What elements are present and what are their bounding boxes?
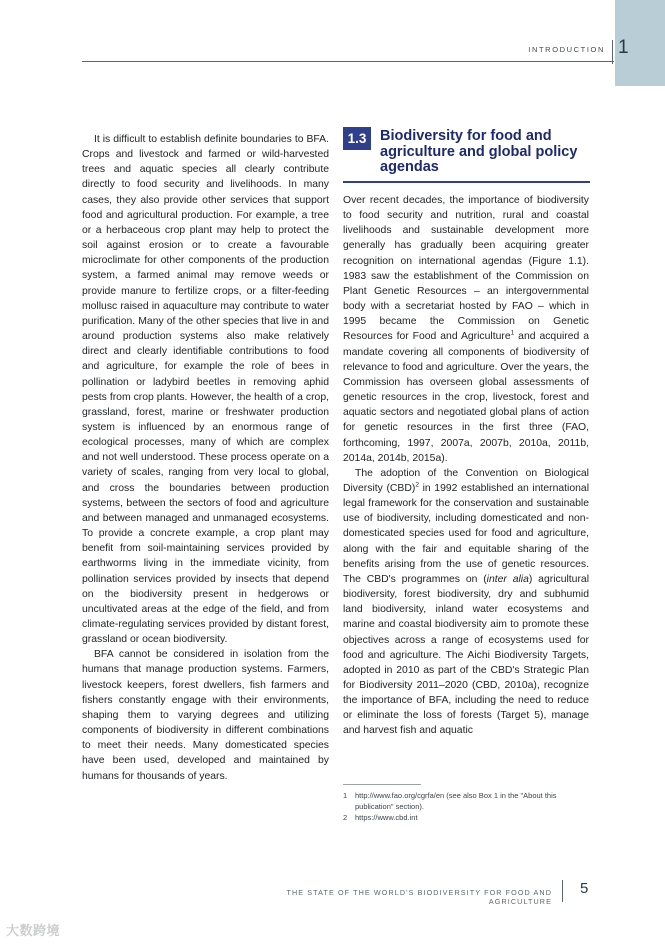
footnote: 2 https://www.cbd.int	[343, 813, 418, 822]
left-column	[82, 132, 329, 784]
page-number: 5	[580, 880, 589, 897]
section-number-badge: 1.3	[343, 127, 371, 150]
footnote-ref[interactable]: 2	[415, 481, 419, 489]
footnote-ref[interactable]: 1	[510, 329, 515, 337]
section-title: Biodiversity for food and agriculture and global policy agendas	[380, 128, 578, 175]
footer-divider	[562, 880, 563, 902]
footnotes	[343, 791, 593, 825]
paragraph: It is difficult to establish definite boundaries to BFA. Crops and livestock and farmed or wild-harvested trees and aquatic species all clearly contribute directly to food security and livelihoods. In many cases, they also provide other services that support food and agricultural production. For example, a tree or a herbaceous crop plant may help to protect the soil against erosion or to create a favourable microclimate for other components of the production system, a farmed animal may remove weeds or provide manure to fertilize crops, or a filter-feeding mollusc raised in aquaculture may contribute to water purification. Many of the other species that live in and around production systems also make relatively direct and clearly identifiable contributions to food and agriculture, for example the role of bees in pollination or ladybird beetles in removing aphid pests from crop plants. However, the health of a crop, grassland, forest, marine or freshwater production system is influenced by an enormous range of ecological processes, many of which are complex and not well understood. These process operate on a variety of scales, ranging from very local to global, and cross the boundaries between production systems, between the sectors of food and agriculture and between managed and unmanaged ecosystems. To provide a concrete example, a crop plant may benefit from soil-maintaining services provided by earthworms living in the immediate vicinity, from pollination services provided by insects that depend on the biodiversity present in hedgerows or uncultivated areas at the edge of the field, and from climate-regulating services provided by distant forest, grassland or ocean biodiversity.	[82, 134, 329, 646]
running-header: INTRODUCTION	[528, 45, 605, 54]
chapter-number: 1	[618, 37, 629, 58]
paragraph: The adoption of the Convention on Biological Diversity (CBD)$^2$ in 1992 established an international legal framework for the conservation and sustainable use of biodiversity, including domesticated and non-domesticated species used for food and agriculture, along with the fair and equitable sharing of the benefits arising from the use of genetic resources. The CBD's programmes on (inter alia) agricultural biodiversity, forest biodiversity, dry and subhumid land biodiversity, inland water ecosystems and marine and coastal biodiversity aim to promote these objectives across a range of ecosystems used for food and agriculture. The Aichi Biodiversity Targets, adopted in 2010 as part of the CBD's Strategic Plan for Biodiversity 2011–2020 (CBD, 2010a), recognize the importance of BFA, including the need to reduce or eliminate the loss of forests (Target 5), manage and harvest fish and aquatic	[343, 467, 590, 737]
footnote: 1 http://www.fao.org/cgrfa/en (see also Box 1 in the "About this publication" section).	[343, 791, 593, 812]
section-title-rule	[343, 181, 590, 183]
right-column	[343, 193, 589, 739]
footnote-rule	[343, 784, 421, 785]
paragraph: BFA cannot be considered in isolation from the humans that manage production systems. Farmers, livestock keepers, forest dwellers, fish farmers and fishers constantly engage with their environments, shaping them to varying degrees and utilizing components of biodiversity in different combinations to meet their needs. Many domesticated species have been used, developed and maintained by humans for thousands of years.	[82, 649, 329, 782]
header-rule	[82, 61, 614, 62]
paragraph: Over recent decades, the importance of biodiversity to food security and nutrition, rural and coastal livelihoods and sustainable development more generally has gradually been acquiring greater recognition on international agendas (Figure 1.1). 1983 saw the establishment of the Commission on Plant Genetic Resources – an intergovernmental body with a secretariat hosted by FAO – which in 1995 became the Commission on Genetic Resources for Food and Agriculture$^1$ and acquired a mandate covering all components of biodiversity of relevance to food and agriculture. Over the years, the Commission has overseen global assessments of genetic resources in the crop, livestock, forest and aquatic sectors and negotiated global plans of action for genetic resources in the first three (FAO, forthcoming, 1997, 2007a, 2007b, 2010a, 2011b, 2014a, 2014b, 2015a).	[343, 195, 590, 464]
publication-footer: THE STATE OF THE WORLD'S BIODIVERSITY FOR FOOD AND AGRICULTURE	[286, 888, 552, 906]
watermark: 大数跨境	[6, 923, 61, 938]
footnote-text[interactable]: https://www.cbd.int	[355, 813, 418, 822]
footnote-text[interactable]: http://www.fao.org/cgrfa/en (see also Box 1 in the "About this publication" section).	[355, 791, 557, 811]
